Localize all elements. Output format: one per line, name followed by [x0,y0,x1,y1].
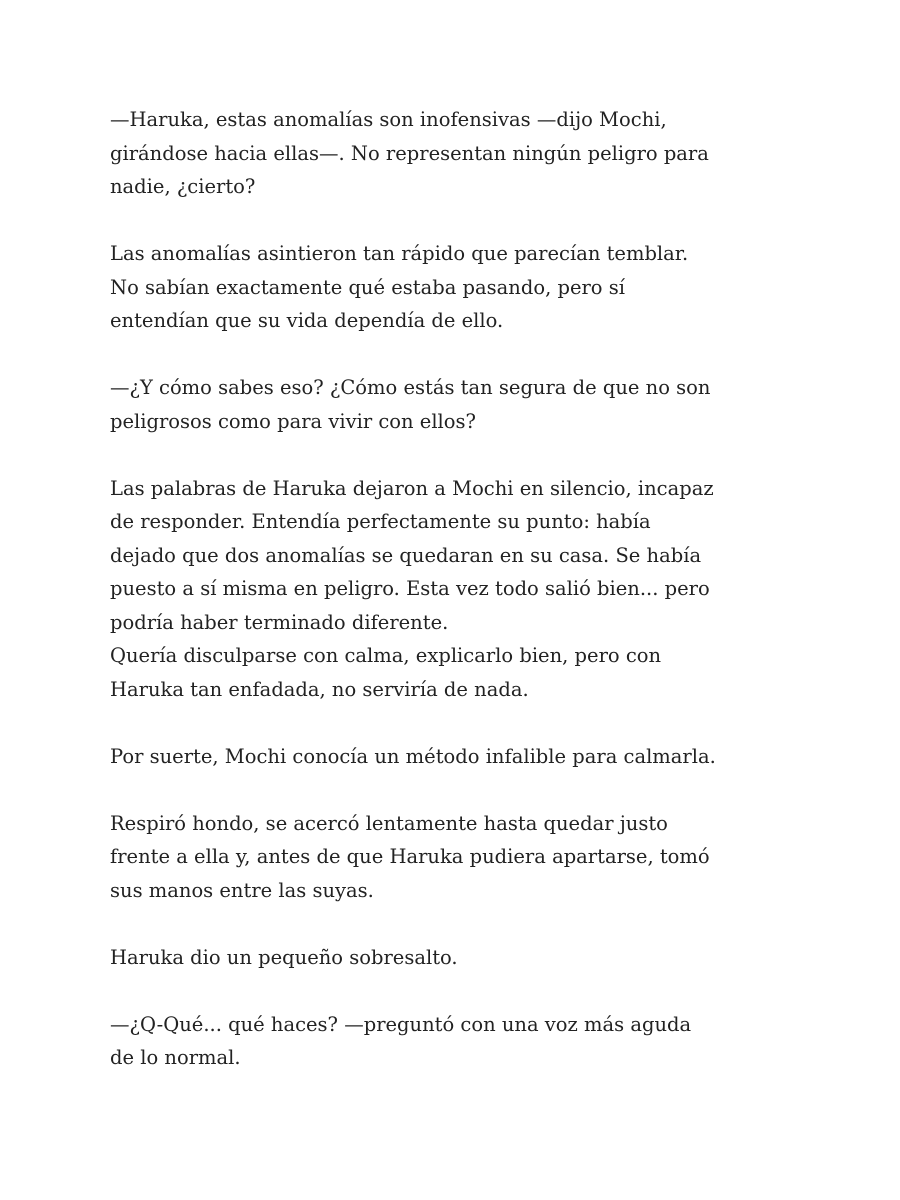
paragraph [110,472,810,707]
paragraph [110,371,810,438]
paragraph [110,1008,810,1075]
text-line: nadie, ¿cierto? [110,175,256,198]
text-line: Quería disculparse con calma, explicarlo bien, pero con [110,644,662,667]
text-line: —¿Q-Qué... qué haces? —preguntó con una voz más aguda [110,1012,692,1036]
document-page [110,103,810,1108]
text-line: girándose hacia ellas—. No representan ningún peligro para [110,141,709,165]
paragraph [110,941,810,975]
text-line: Las anomalías asintieron tan rápido que parecían temblar. [110,242,689,265]
text-line: dejado que dos anomalías se quedaran en su casa. Se había [110,543,702,567]
text-line: de responder. Entendía perfectamente su punto: había [110,510,651,533]
text-line: entendían que su vida dependía de ello. [110,309,504,332]
text-line: Respiró hondo, se acercó lentamente hasta quedar justo [110,811,668,835]
text-line: —¿Y cómo sabes eso? ¿Cómo estás tan segura de que no son [110,376,711,399]
paragraph [110,740,810,774]
paragraph [110,237,810,338]
paragraph [110,807,810,908]
text-line: de lo normal. [110,1046,241,1069]
text-line: puesto a sí misma en peligro. Esta vez todo salió bien... pero [110,577,710,600]
text-line: No sabían exactamente qué estaba pasando, pero sí [110,275,625,299]
text-line: peligrosos como para vivir con ellos? [110,409,476,433]
text-line: Las palabras de Haruka dejaron a Mochi en silencio, incapaz [110,476,714,500]
paragraph [110,103,810,204]
text-line: frente a ella y, antes de que Haruka pudiera apartarse, tomó [110,845,710,868]
text-line: podría haber terminado diferente. [110,610,449,634]
text-line: Haruka dio un pequeño sobresalto. [110,945,458,969]
text-line: —Haruka, estas anomalías son inofensivas —dijo Mochi, [110,108,667,131]
text-line: sus manos entre las suyas. [110,878,374,902]
text-line: Haruka tan enfadada, no serviría de nada. [110,677,529,701]
text-line: Por suerte, Mochi conocía un método infalible para calmarla. [110,744,716,768]
